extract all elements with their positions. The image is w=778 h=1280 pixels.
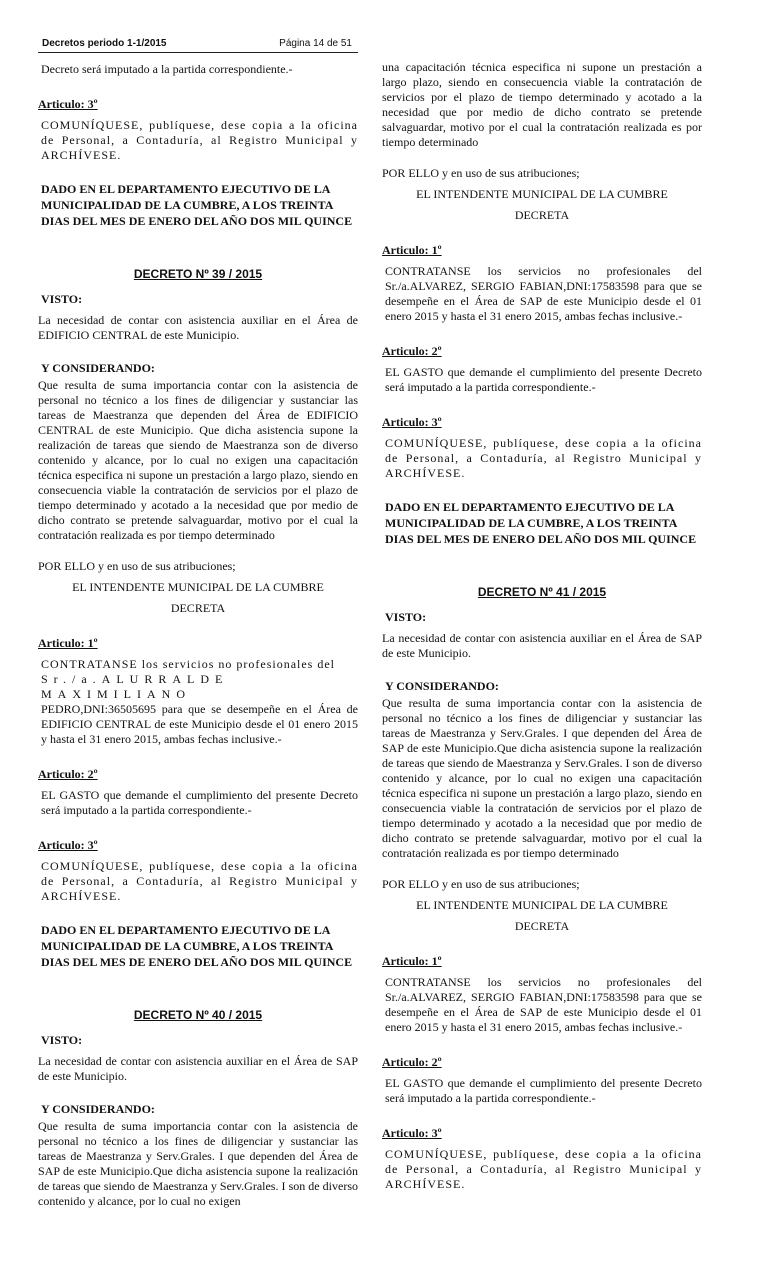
visto-label: VISTO:: [41, 1033, 83, 1047]
article-label: Articulo: 3º: [38, 838, 98, 852]
left-column: [38, 62, 358, 1272]
visto-label: VISTO:: [385, 610, 427, 624]
article-text: COMUNÍQUESE, publíquese, dese copia a la oficina de Personal, a Contaduría, al Registro Municipal y ARCHÍVESE.: [41, 118, 358, 162]
decreta-line: DECRETA: [514, 208, 570, 222]
continuation-line: Decreto será imputado a la partida correspondiente.-: [41, 62, 293, 76]
considerando-label: Y CONSIDERANDO:: [385, 679, 499, 693]
article-label: Articulo: 3º: [38, 97, 98, 111]
article-text-line: Sr./a.ALURRALDE MAXIMILIANO: [41, 672, 229, 701]
por-ello-line: POR ELLO y en uso de sus atribuciones;: [38, 559, 236, 573]
article-label: Articulo: 1º: [382, 954, 442, 968]
article-text: EL GASTO que demande el cumplimiento del presente Decreto será imputado a la partida correspondiente.-: [385, 1076, 702, 1105]
decreta-line: DECRETA: [514, 919, 570, 933]
visto-text: La necesidad de contar con asistencia auxiliar en el Área de SAP de este Municipio.: [382, 631, 702, 660]
considerando-text: Que resulta de suma importancia contar con la asistencia de personal no técnico a los fines de diligenciar y sustanciar las tareas de Maestranza y Serv.Grales. I que dependen del Área de SAP de este Municipio.Que dicha asistencia supone la realización de tareas que siendo de Maestranza y Serv.Grales. I son de diverso contenido y alcance, por lo cual no exigen: [38, 1119, 358, 1208]
signature-block: DADO EN EL DEPARTAMENTO EJECUTIVO DE LA MUNICIPALIDAD DE LA CUMBRE, A LOS TREINTA DIAS DEL MES DE ENERO DEL AÑO DOS MIL QUINCE: [41, 923, 353, 969]
por-ello-line: POR ELLO y en uso de sus atribuciones;: [382, 877, 580, 891]
article-text: CONTRATANSE los servicios no profesionales del Sr./a.ALVAREZ, SERGIO FABIAN,DNI:17583598 para que se desempeñe en el Área de SAP de este Municipio desde el 01 enero 2015 y hasta el 31 enero 2015, ambas fechas inclusive.-: [385, 975, 702, 1034]
intendente-line: EL INTENDENTE MUNICIPAL DE LA CUMBRE: [72, 580, 324, 594]
intendente-line: EL INTENDENTE MUNICIPAL DE LA CUMBRE: [416, 187, 668, 201]
considerando-text: Que resulta de suma importancia contar con la asistencia de personal no técnico a los fines de diligenciar y sustanciar las tareas de Maestranza y Serv.Grales. I que dependen del Área de SAP de este Municipio.Que dicha asistencia supone la realización de tareas que siendo de Maestranza y Serv.Grales. I son de diverso contenido y alcance, por lo cual no exigen una capacitación técnica especifica ni supone un prestación a largo plazo, siendo en consecuencia viable la contratación de servicios por el plazo de tiempo determinado y acotado a la necesidad que por medio de dicho contrato se pretende salvaguardar, motivo por el cual la contratación realizada es por tiempo determinado: [382, 696, 702, 860]
visto-label: VISTO:: [41, 292, 83, 306]
considerando-label: Y CONSIDERANDO:: [41, 361, 155, 375]
article-label: Articulo: 3º: [382, 415, 442, 429]
page-header: [38, 34, 358, 53]
article-label: Articulo: 2º: [38, 767, 98, 781]
signature-block: DADO EN EL DEPARTAMENTO EJECUTIVO DE LA MUNICIPALIDAD DE LA CUMBRE, A LOS TREINTA DIAS DEL MES DE ENERO DEL AÑO DOS MIL QUINCE: [385, 500, 697, 546]
article-text: PEDRO,DNI:36505695 para que se desempeñe en el Área de EDIFICIO CENTRAL de este Municipio desde el 01 enero 2015 y hasta el 31 enero 2015, ambas fechas inclusive.-: [41, 702, 358, 746]
decreta-line: DECRETA: [170, 601, 226, 615]
signature-block: DADO EN EL DEPARTAMENTO EJECUTIVO DE LA MUNICIPALIDAD DE LA CUMBRE, A LOS TREINTA DIAS DEL MES DE ENERO DEL AÑO DOS MIL QUINCE: [41, 182, 353, 228]
intendente-line: EL INTENDENTE MUNICIPAL DE LA CUMBRE: [416, 898, 668, 912]
decree-title: DECRETO Nº 39 / 2015: [133, 267, 263, 281]
header-title: Decretos periodo 1-1/2015: [42, 38, 167, 49]
decree-title: DECRETO Nº 40 / 2015: [133, 1008, 263, 1022]
por-ello-line: POR ELLO y en uso de sus atribuciones;: [382, 166, 580, 180]
considerando-label: Y CONSIDERANDO:: [41, 1102, 155, 1116]
article-text: EL GASTO que demande el cumplimiento del presente Decreto será imputado a la partida correspondiente.-: [41, 788, 358, 817]
decree-title: DECRETO Nº 41 / 2015: [477, 585, 607, 599]
article-label: Articulo: 1º: [38, 636, 98, 650]
considerando-text: Que resulta de suma importancia contar con la asistencia de personal no técnico a los fines de diligenciar y sustanciar las tareas de Maestranza que dependen del Área de EDIFICIO CENTRAL de este Municipio. Que dicha asistencia supone la realización de tareas que siendo de Maestranza son de diverso contenido y alcance, por lo cual no exigen una capacitación técnica especifica ni supone un prestación a largo plazo, siendo en consecuencia viable la contratación de servicios por el plazo de tiempo determinado y acotado a la necesidad que por medio de dicho contrato se pretende salvaguardar, motivo por el cual la contratación realizada es por tiempo determinado: [38, 378, 358, 542]
article-label: Articulo: 2º: [382, 1055, 442, 1069]
article-text: EL GASTO que demande el cumplimiento del presente Decreto será imputado a la partida correspondiente.-: [385, 365, 702, 394]
article-label: Articulo: 2º: [382, 344, 442, 358]
article-text: COMUNÍQUESE, publíquese, dese copia a la oficina de Personal, a Contaduría, al Registro Municipal y ARCHÍVESE.: [41, 859, 358, 903]
article-text-line: CONTRATANSE los servicios no profesionales del: [41, 657, 336, 671]
considerando-continuation: una capacitación técnica especifica ni supone un prestación a largo plazo, siendo en consecuencia viable la contratación de servicios por el plazo de tiempo determinado y acotado a la necesidad que por medio de dicho contrato se pretende salvaguardar, motivo por el cual la contratación realizada es por tiempo determinado: [382, 60, 702, 149]
article-label: Articulo: 3º: [382, 1126, 442, 1140]
article-text: COMUNÍQUESE, publíquese, dese copia a la oficina de Personal, a Contaduría, al Registro Municipal y ARCHÍVESE.: [385, 1147, 702, 1191]
article-text: COMUNÍQUESE, publíquese, dese copia a la oficina de Personal, a Contaduría, al Registro Municipal y ARCHÍVESE.: [385, 436, 702, 480]
visto-text: La necesidad de contar con asistencia auxiliar en el Área de EDIFICIO CENTRAL de este Municipio.: [38, 313, 358, 342]
right-column: [382, 60, 702, 1270]
visto-text: La necesidad de contar con asistencia auxiliar en el Área de SAP de este Municipio.: [38, 1054, 358, 1083]
page-number: Página 14 de 51: [279, 38, 352, 49]
article-label: Articulo: 1º: [382, 243, 442, 257]
article-text: CONTRATANSE los servicios no profesionales del Sr./a.ALVAREZ, SERGIO FABIAN,DNI:17583598 para que se desempeñe en el Área de SAP de este Municipio desde el 01 enero 2015 y hasta el 31 enero 2015, ambas fechas inclusive.-: [385, 264, 702, 323]
